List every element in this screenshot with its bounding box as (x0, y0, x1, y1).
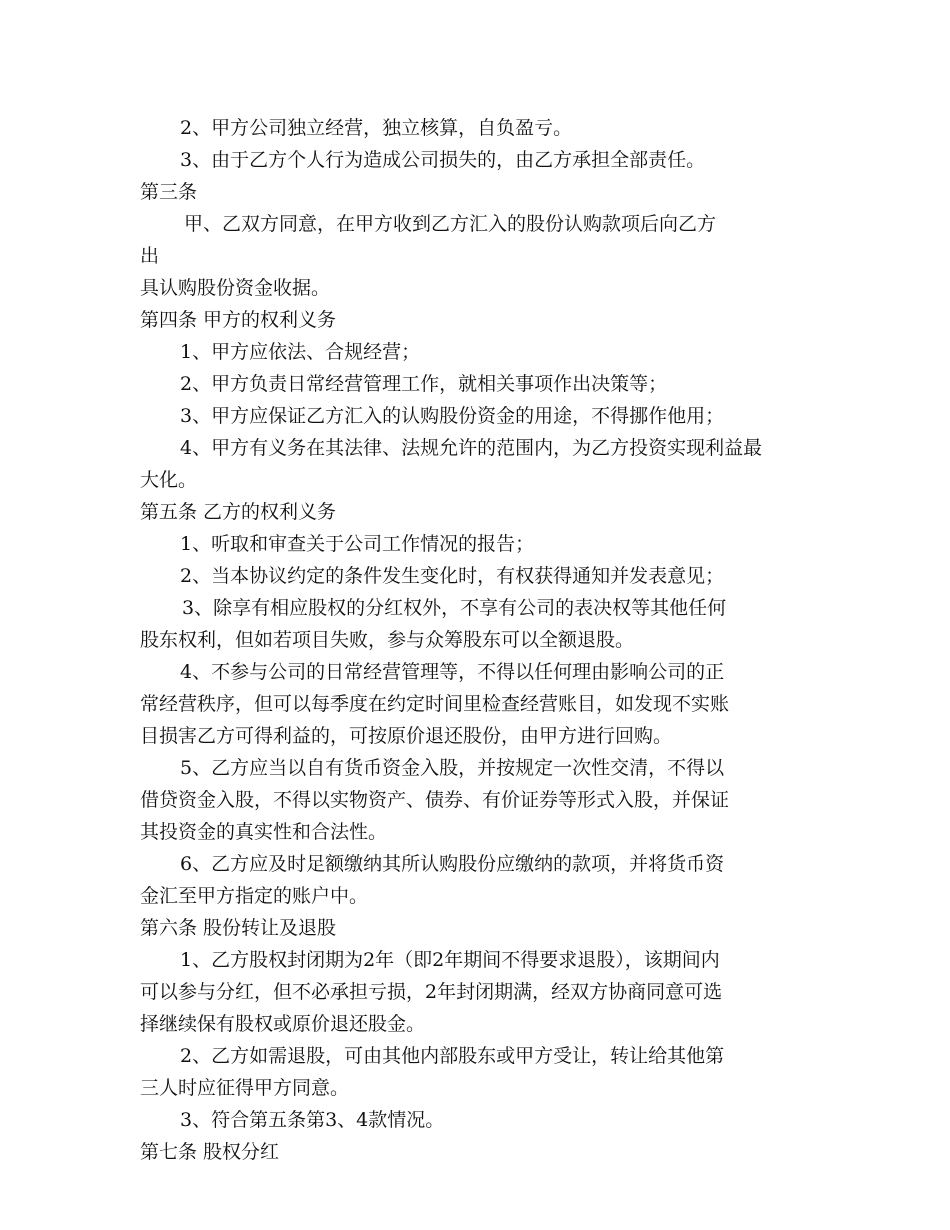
document-page (140, 112, 810, 1168)
document-line: 2、乙方如需退股，可由其他内部股东或甲方受让，转让给其他第 (180, 1045, 725, 1067)
document-line: 2、甲方公司独立经营，独立核算，自负盈亏。 (180, 117, 573, 139)
document-line: 5、乙方应当以自有货币资金入股，并按规定一次性交清，不得以 (180, 757, 725, 779)
document-line: 2、甲方负责日常经营管理工作，就相关事项作出决策等； (180, 373, 668, 395)
document-line: 4、不参与公司的日常经营管理等，不得以任何理由影响公司的正 (180, 661, 725, 683)
document-line: 可以参与分红，但不必承担亏损，2年封闭期满，经双方协商同意可选 (140, 981, 723, 1003)
document-line: 1、乙方股权封闭期为2年（即2年期间不得要求退股），该期间内 (180, 949, 720, 971)
document-line: 1、甲方应依法、合规经营； (180, 341, 421, 363)
document-line: 第七条 股权分红 (140, 1141, 280, 1163)
document-line: 择继续保有股权或原价退还股金。 (140, 1013, 426, 1035)
document-line: 第三条 (140, 181, 198, 203)
document-line: 6、乙方应及时足额缴纳其所认购股份应缴纳的款项，并将货币资 (180, 853, 725, 875)
document-line: 第五条 乙方的权利义务 (140, 501, 337, 523)
document-line: 其投资金的真实性和合法性。 (140, 821, 388, 843)
document-line: 3、除享有相应股权的分红权外，不享有公司的表决权等其他任何 (182, 597, 727, 619)
document-line: 三人时应征得甲方同意。 (140, 1077, 350, 1099)
document-line: 出 (140, 245, 160, 267)
document-line: 4、甲方有义务在其法律、法规允许的范围内，为乙方投资实现利益最 (180, 437, 763, 459)
document-line: 3、符合第五条第3、4款情况。 (180, 1109, 445, 1131)
document-line: 甲、乙双方同意，在甲方收到乙方汇入的股份认购款项后向乙方 (184, 213, 717, 235)
document-line: 目损害乙方可得利益的，可按原价退还股份，由甲方进行回购。 (140, 725, 673, 747)
document-line: 1、听取和审查关于公司工作情况的报告； (180, 533, 535, 555)
document-line: 3、由于乙方个人行为造成公司损失的，由乙方承担全部责任。 (180, 149, 706, 171)
document-line: 具认购股份资金收据。 (140, 277, 331, 299)
document-line: 借贷资金入股，不得以实物资产、债券、有价证券等形式入股，并保证 (140, 789, 730, 811)
document-line: 3、甲方应保证乙方汇入的认购股份资金的用途，不得挪作他用； (180, 405, 725, 427)
document-line: 股东权利，但如若项目失败，参与众筹股东可以全额退股。 (140, 629, 635, 651)
document-line: 常经营秩序，但可以每季度在约定时间里检查经营账目，如发现不实账 (140, 693, 730, 715)
document-line: 第六条 股份转让及退股 (140, 917, 337, 939)
document-line: 大化。 (140, 469, 198, 491)
document-line: 金汇至甲方指定的账户中。 (140, 885, 369, 907)
document-line: 2、当本协议约定的条件发生变化时，有权获得通知并发表意见； (180, 565, 725, 587)
document-line: 第四条 甲方的权利义务 (140, 309, 337, 331)
